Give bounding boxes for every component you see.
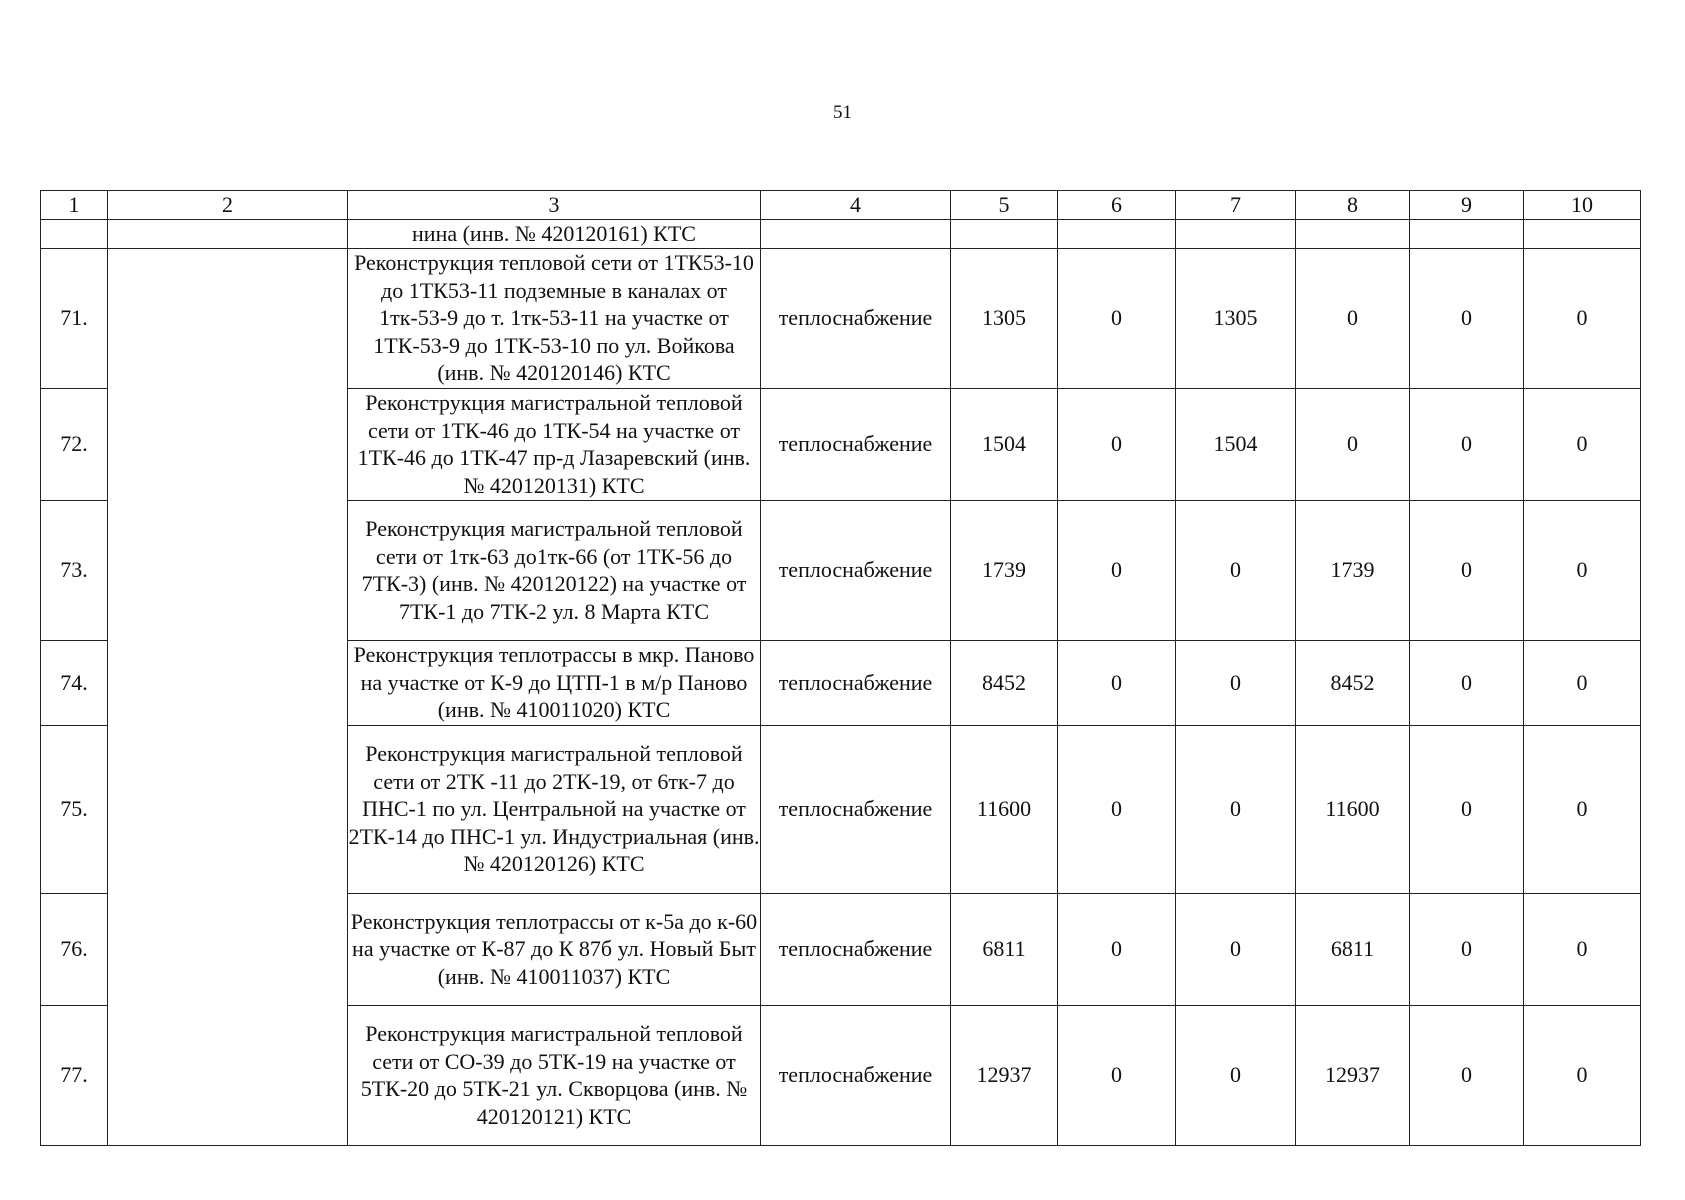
cell-col9: 0 [1410, 248, 1524, 388]
cell-col6: 0 [1058, 500, 1176, 640]
cell-col8: 6811 [1296, 893, 1410, 1005]
column-header: 9 [1410, 191, 1524, 220]
cell-col7 [1176, 219, 1296, 248]
cell-col7: 0 [1176, 640, 1296, 725]
cell-col5: 12937 [951, 1005, 1058, 1145]
cell-col10: 0 [1524, 500, 1641, 640]
column-header: 6 [1058, 191, 1176, 220]
table-header-row [41, 191, 1641, 220]
table-row [41, 248, 1641, 388]
column-header: 2 [108, 191, 348, 220]
row-description: Реконструкция магистральной тепловой сети от СО-39 до 5ТК-19 на участке от 5ТК-20 до 5ТК-21 ул. Скворцова (инв. № 420120121) КТС [348, 1005, 761, 1145]
cell-col10: 0 [1524, 1005, 1641, 1145]
cell-col5 [951, 219, 1058, 248]
cell-col9: 0 [1410, 500, 1524, 640]
row-number: 73. [41, 500, 108, 640]
cell-col9 [1410, 219, 1524, 248]
row-type: теплоснабжение [761, 725, 951, 893]
cell-col9: 0 [1410, 388, 1524, 500]
column-header: 8 [1296, 191, 1410, 220]
cell-col9: 0 [1410, 640, 1524, 725]
cell-col6: 0 [1058, 1005, 1176, 1145]
row-number: 74. [41, 640, 108, 725]
cell-col7: 0 [1176, 725, 1296, 893]
cell-col10: 0 [1524, 248, 1641, 388]
cell-col5: 1739 [951, 500, 1058, 640]
row-number: 76. [41, 893, 108, 1005]
row-number: 71. [41, 248, 108, 388]
cell-col8: 0 [1296, 388, 1410, 500]
cell-col9: 0 [1410, 1005, 1524, 1145]
row-type: теплоснабжение [761, 248, 951, 388]
cell-col6: 0 [1058, 893, 1176, 1005]
cell-col8: 12937 [1296, 1005, 1410, 1145]
row-type: теплоснабжение [761, 500, 951, 640]
cell-col8: 11600 [1296, 725, 1410, 893]
column-header: 3 [348, 191, 761, 220]
cell-col5: 8452 [951, 640, 1058, 725]
column-header: 5 [951, 191, 1058, 220]
cell-col7: 1504 [1176, 388, 1296, 500]
row-type: теплоснабжение [761, 388, 951, 500]
cell-col10: 0 [1524, 388, 1641, 500]
row-description: Реконструкция теплотрассы от к-5а до к-60 на участке от К-87 до К 87б ул. Новый Быт (инв. № 410011037) КТС [348, 893, 761, 1005]
cell-col6: 0 [1058, 248, 1176, 388]
row-type: теплоснабжение [761, 893, 951, 1005]
cell-col7: 0 [1176, 500, 1296, 640]
row-description: Реконструкция теплотрассы в мкр. Паново на участке от К-9 до ЦТП-1 в м/р Паново (инв. № 410011020) КТС [348, 640, 761, 725]
cell-col5: 11600 [951, 725, 1058, 893]
cell-col7: 0 [1176, 1005, 1296, 1145]
page-number: 51 [833, 102, 852, 123]
cell-col9: 0 [1410, 893, 1524, 1005]
column-header: 1 [41, 191, 108, 220]
row-description: Реконструкция магистральной тепловой сети от 2ТК -11 до 2ТК-19, от 6тк-7 до ПНС-1 по ул. Центральной на участке от 2ТК-14 до ПНС-1 ул. Индустриальная (инв. № 420120126) КТС [348, 725, 761, 893]
row-type: теплоснабжение [761, 640, 951, 725]
cell-col5: 1305 [951, 248, 1058, 388]
group-cell-top [108, 219, 348, 248]
row-number: 72. [41, 388, 108, 500]
cell-col8: 8452 [1296, 640, 1410, 725]
data-table [40, 190, 1641, 1146]
cell-col8 [1296, 219, 1410, 248]
row-type [761, 219, 951, 248]
cell-col7: 0 [1176, 893, 1296, 1005]
row-number [41, 219, 108, 248]
row-number: 75. [41, 725, 108, 893]
column-header: 10 [1524, 191, 1641, 220]
cell-col10: 0 [1524, 893, 1641, 1005]
group-cell [108, 248, 348, 1145]
row-type: теплоснабжение [761, 1005, 951, 1145]
cell-col8: 0 [1296, 248, 1410, 388]
row-description: нина (инв. № 420120161) КТС [348, 219, 761, 248]
cell-col10: 0 [1524, 725, 1641, 893]
cell-col6: 0 [1058, 725, 1176, 893]
cell-col6: 0 [1058, 388, 1176, 500]
cell-col5: 6811 [951, 893, 1058, 1005]
row-number: 77. [41, 1005, 108, 1145]
cell-col8: 1739 [1296, 500, 1410, 640]
table-row-continuation [41, 219, 1641, 248]
cell-col6 [1058, 219, 1176, 248]
cell-col10: 0 [1524, 640, 1641, 725]
cell-col6: 0 [1058, 640, 1176, 725]
cell-col7: 1305 [1176, 248, 1296, 388]
row-description: Реконструкция магистральной тепловой сети от 1ТК-46 до 1ТК-54 на участке от 1ТК-46 до 1ТК-47 пр-д Лазаревский (инв. № 420120131) КТС [348, 388, 761, 500]
cell-col9: 0 [1410, 725, 1524, 893]
column-header: 4 [761, 191, 951, 220]
column-header: 7 [1176, 191, 1296, 220]
cell-col10 [1524, 219, 1641, 248]
row-description: Реконструкция тепловой сети от 1ТК53-10 до 1ТК53-11 подземные в каналах от 1тк-53-9 до т. 1тк-53-11 на участке от 1ТК-53-9 до 1ТК-53-10 по ул. Войкова (инв. № 420120146) КТС [348, 248, 761, 388]
cell-col5: 1504 [951, 388, 1058, 500]
row-description: Реконструкция магистральной тепловой сети от 1тк-63 до1тк-66 (от 1ТК-56 до 7ТК-3) (инв. № 420120122) на участке от 7ТК-1 до 7ТК-2 ул. 8 Марта КТС [348, 500, 761, 640]
